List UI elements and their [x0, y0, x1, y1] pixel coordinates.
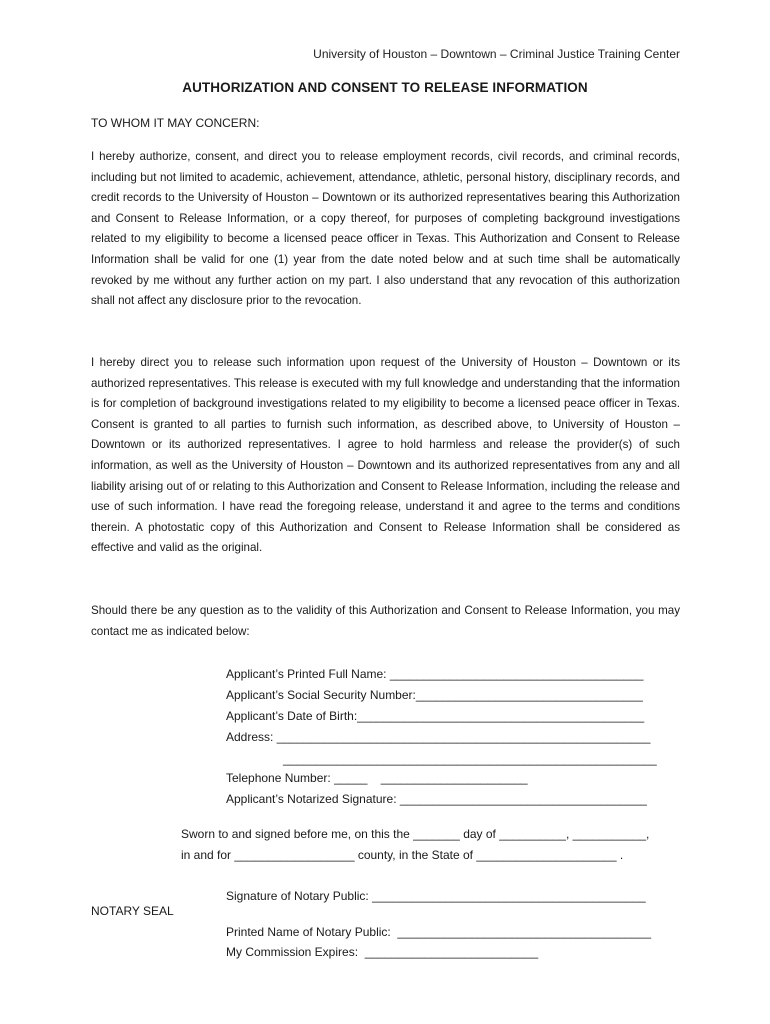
applicant-address-field[interactable]: Address: ________________________________________________________ — [226, 730, 651, 744]
applicant-ssn-field[interactable]: Applicant’s Social Security Number:__________________________________ — [226, 688, 643, 702]
notary-printed-name-field[interactable]: Printed Name of Notary Public: ______________________________________ — [226, 925, 652, 939]
applicant-telephone-field[interactable]: Telephone Number: _____ ______________________ — [226, 771, 528, 785]
applicant-address-line2-field[interactable]: ________________________________________________________ — [283, 752, 657, 766]
sworn-statement-line1[interactable]: Sworn to and signed before me, on this the _______ day of __________, ___________, — [181, 827, 650, 841]
release-paragraph: I hereby direct you to release such information upon request of the University of Houston – Downtown or its authorized representatives. This release is executed with my full knowledge and understanding that the information is for completion of background investigations related to my eligibility to become a licensed peace officer in Texas. Consent is granted to all parties to furnish such information, as described above, to University of Houston – Downtown or its authorized representatives. I agree to hold harmless and release the provider(s) of such information, as well as the University of Houston – Downtown and its authorized representatives from any and all liability arising out of or relating to this Authorization and Consent to Release Information, including the release and use of such information. I have read the foregoing release, understand it and agree to the terms and conditions therein. A photostatic copy of this Authorization and Consent to Release Information shall be considered as effective and valid as the original. — [91, 356, 680, 555]
salutation: TO WHOM IT MAY CONCERN: — [91, 116, 260, 130]
applicant-printed-name-field[interactable]: Applicant’s Printed Full Name: ______________________________________ — [226, 667, 644, 681]
contact-paragraph: Should there be any question as to the validity of this Authorization and Consent to Release Information, you may contact me as indicated below: — [91, 604, 680, 638]
applicant-notarized-signature-field[interactable]: Applicant’s Notarized Signature: _____________________________________ — [226, 792, 647, 806]
authorization-paragraph: I hereby authorize, consent, and direct you to release employment records, civil records, and criminal records, including but not limited to academic, achievement, attendance, athletic, personal history, disciplinary records, and credit records to the University of Houston – Downtown or its authorized representatives bearing this Authorization and Consent to Release Information, or a copy thereof, for purposes of completing background investigations related to my eligibility to become a licensed peace officer in Texas. This Authorization and Consent to Release Information shall be valid for one (1) year from the date noted below and at such time shall be automatically revoked by me without any further action on my part. I also understand that any revocation of this authorization shall not affect any disclosure prior to the revocation. — [91, 150, 680, 308]
applicant-dob-field[interactable]: Applicant’s Date of Birth:___________________________________________ — [226, 709, 645, 723]
sworn-statement-line2[interactable]: in and for __________________ county, in the State of _____________________ . — [181, 848, 624, 862]
page-header: University of Houston – Downtown – Criminal Justice Training Center — [313, 47, 680, 61]
notary-seal-label: NOTARY SEAL — [91, 904, 174, 918]
notary-signature-field[interactable]: Signature of Notary Public: _________________________________________ — [226, 889, 646, 903]
notary-commission-expires-field[interactable]: My Commission Expires: __________________________ — [226, 945, 539, 959]
document-title: AUTHORIZATION AND CONSENT TO RELEASE INFORMATION — [182, 80, 588, 95]
